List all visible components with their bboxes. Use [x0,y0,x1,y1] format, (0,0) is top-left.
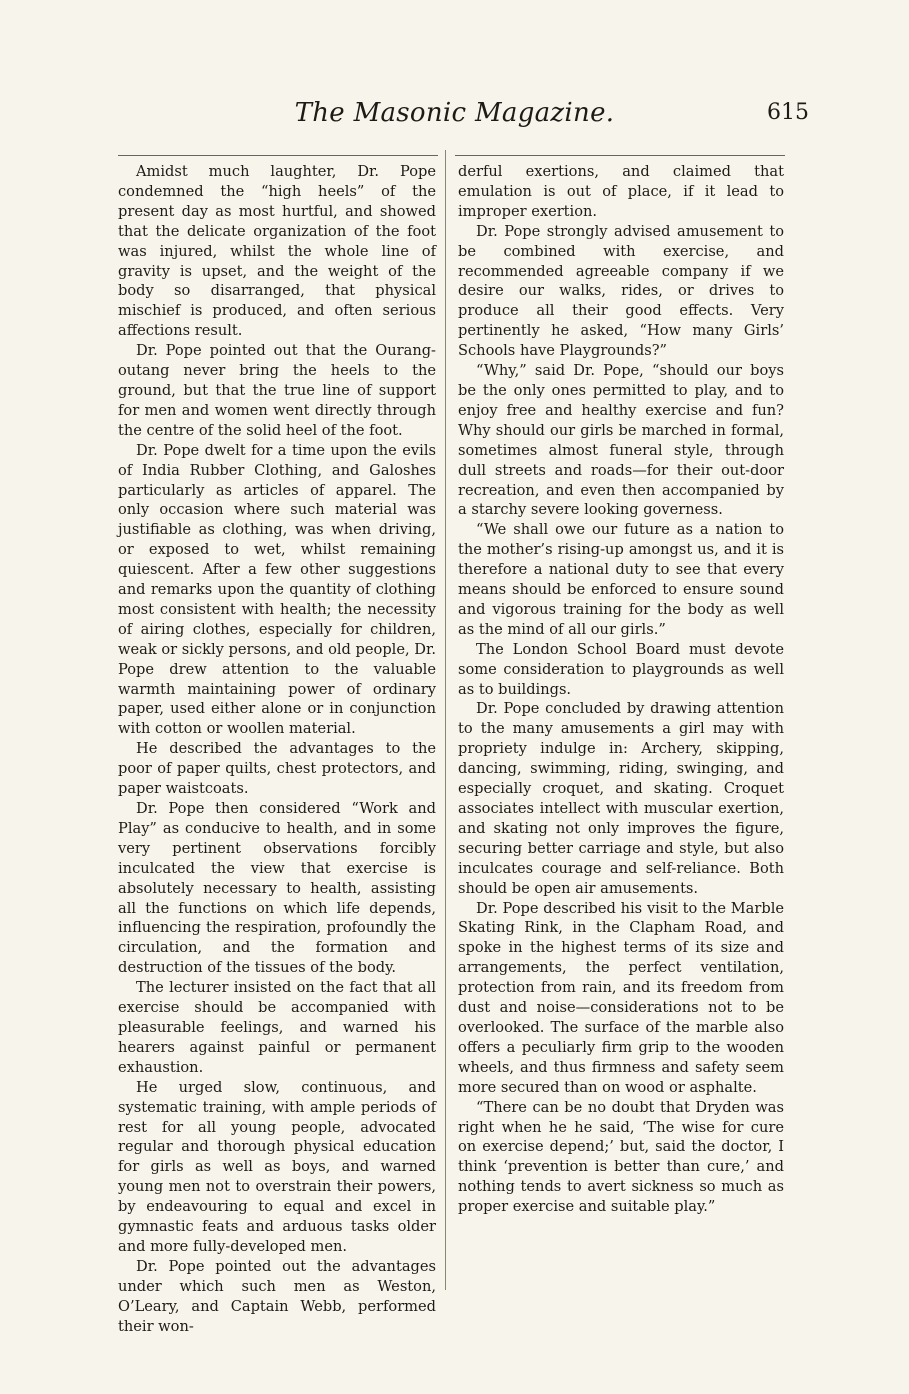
paragraph: “Why,” said Dr. Pope, “should our boys be the only ones permitted to play, and to enjoy free and healthy exercise and fun? Why should our girls be marched in formal, sometimes almost funeral style, through dull streets and roads—for their out-door recreation, and even then accompanied by a starchy severe looking governess. [458,362,784,519]
paragraph: The lecturer insisted on the fact that all exercise should be accompanied with pleasurable feelings, and warned his hearers against painful or permanent exhaustion. [118,979,436,1076]
paragraph: Dr. Pope pointed out that the Ourang-outang never bring the heels to the ground, but that the true line of support for men and women went directly through the centre of the solid heel of the foot. [118,342,436,439]
paragraph-continuation: derful exertions, and claimed that emulation is out of place, if it lead to improper exertion. [458,163,784,220]
paragraph: He urged slow, continuous, and systematic training, with ample periods of rest for all young people, advocated regular and thorough physical education for girls as well as boys, and warned young men not to overstrain their powers, by endeavouring to equal and excel in gymnastic feats and arduous tasks older and more fully-developed men. [118,1078,436,1255]
paragraph: Dr. Pope pointed out the advantages under which such men as Weston, O’Leary, and Captain Webb, performed their won- [118,1257,436,1335]
page-number: 615 [767,100,809,125]
paragraph: Dr. Pope dwelt for a time upon the evils of India Rubber Clothing, and Galoshes particularly as articles of apparel. The only occasion where such material was justifiable as clothing, was when driving, or exposed to wet, whilst remaining quiescent. After a few other suggestions and remarks upon the quantity of clothing most consistent with health; the necessity of airing clothes, especially for children, weak or sickly persons, and old people, Dr. Pope drew attention to the valuable warmth maintaining power of ordinary paper, used either alone or in conjunction with cotton or woollen material. [118,441,436,738]
page-header [0,96,909,136]
left-column [118,162,436,1336]
right-column [458,162,784,1217]
paragraph: “There can be no doubt that Dryden was right when he he said, ‘The wise for cure on exercise depend;’ but, said the doctor, I think ‘prevention is better than cure,’ and nothing tends to avert sickness so much as proper exercise and suitable play.” [458,1098,784,1216]
paragraph: Dr. Pope concluded by drawing attention to the many amusements a girl may with propriety indulge in: Archery, skipping, dancing, swimming, riding, swinging, and especially croquet, and skating. Croquet associates intellect with muscular exertion, and skating not only improves the figure, securing better carriage and style, but also inculcates courage and self-reliance. Both should be open air amusements. [458,700,784,897]
paragraph: Dr. Pope strongly advised amusement to be combined with exercise, and recommended agreeable company if we desire our walks, rides, or drives to produce all their good effects. Very pertinently he asked, “How many Girls’ Schools have Playgrounds?” [458,222,784,360]
paragraph: The London School Board must devote some consideration to playgrounds as well as to buildings. [458,640,784,698]
paragraph: Amidst much laughter, Dr. Pope condemned the “high heels” of the present day as most hurtful, and showed that the delicate organization of the foot was injured, whilst the whole line of gravity is upset, and the weight of the body so disarranged, that physical mischief is produced, and often serious affections result. [118,163,436,340]
paragraph: Dr. Pope described his visit to the Marble Skating Rink, in the Clapham Road, and spoke in the highest terms of its size and arrangements, the perfect ventilation, protection from rain, and its freedom from dust and noise—considerations not to be overlooked. The surface of the marble also offers a peculiarly firm grip to the wooden wheels, and thus firmness and safety seem more secured than on wood or asphalte. [458,899,784,1096]
header-rule-left [118,155,438,156]
header-rule-right [455,155,785,156]
paragraph: He described the advantages to the poor of paper quilts, chest protectors, and paper waistcoats. [118,740,436,798]
paragraph: “We shall owe our future as a nation to the mother’s rising-up amongst us, and it is therefore a national duty to see that every means should be enforced to ensure sound and vigorous training for the body as well as the mind of all our girls.” [458,521,784,638]
paragraph: Dr. Pope then considered “Work and Play” as conducive to health, and in some very pertinent observations forcibly inculcated the view that exercise is absolutely necessary to health, assisting all the functions on which life depends, influencing the respiration, profoundly the circulation, and the formation and destruction of the tissues of the body. [118,800,436,977]
column-divider [445,150,446,1290]
magazine-title: The Masonic Magazine. [294,98,615,128]
